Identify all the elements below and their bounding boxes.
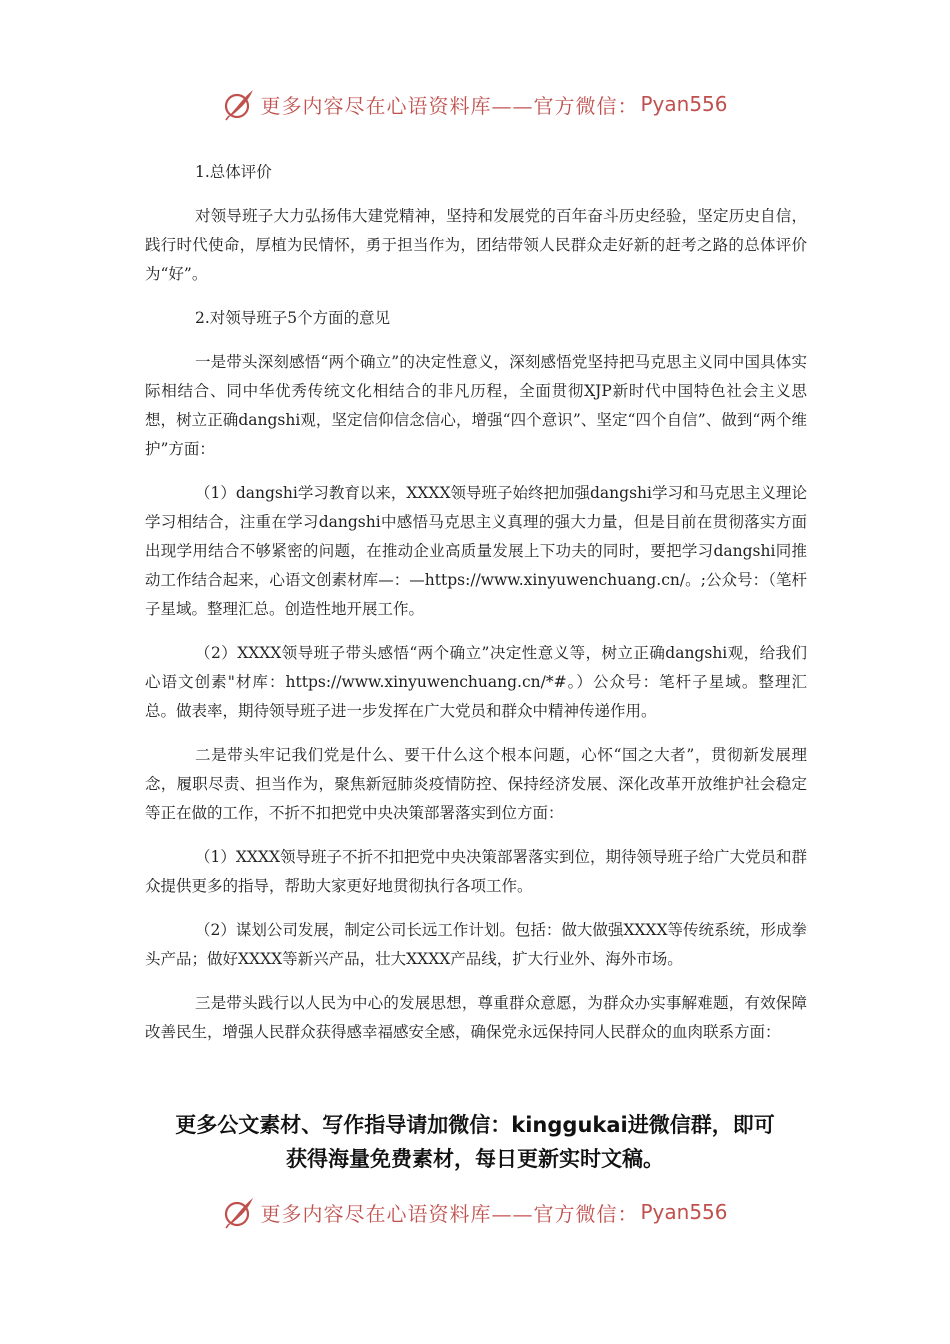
banner-wechat-id: Pyan556 (640, 92, 728, 116)
quill-pen-logo-icon (222, 87, 256, 121)
paragraph-point-one-item-1: （1）dangshi学习教育以来，XXXX领导班子始终把加强dangshi学习和马克思主义理论学习相结合，注重在学习dangshi中感悟马克思主义真理的强大力量，但是目前在贯彻落实方面出现学用结合不够紧密的问题，在推动企业高质量发展上下功夫的同时，要把学习dangshi同推动工作结合起来，心语文创素材库—：—https://www.xinyuwenchuang.cn/。;公众号：（笔杆子星域。整理汇总。创造性地开展工作。 (145, 484, 807, 618)
header-banner (0, 84, 950, 124)
section-heading-opinions: 2.对领导班子5个方面的意见 (195, 309, 391, 327)
paragraph-point-one-item-2: （2）XXXX领导班子带头感悟“两个确立”决定性意义等，树立正确dangshi观，给我们心语文创素"材库：https://www.xinyuwenchuang.cn/*#。）公众号：笔杆子星域。整理汇总。做表率，期待领导班子进一步发挥在广大党员和群众中精神传递作用。 (145, 644, 807, 720)
paragraph-point-three: 三是带头践行以人民为中心的发展思想，尊重群众意愿，为群众办实事解难题，有效保障改善民生，增强人民群众获得感幸福感安全感，确保党永远保持同人民群众的血肉联系方面： (145, 994, 807, 1041)
paragraph-overall-evaluation: 对领导班子大力弘扬伟大建党精神，坚持和发展党的百年奋斗历史经验，坚定历史自信，践行时代使命，厚植为民情怀，勇于担当作为，团结带领人民群众走好新的赶考之路的总体评价为“好”。 (145, 207, 807, 283)
paragraph-point-two-item-1: （1）XXXX领导班子不折不扣把党中央决策部署落实到位，期待领导班子给广大党员和群众提供更多的指导，帮助大家更好地贯彻执行各项工作。 (145, 848, 808, 895)
quill-pen-logo-icon (222, 1195, 256, 1229)
banner-text: 更多内容尽在心语资料库——官方微信： (260, 93, 639, 118)
promo-line-1: 更多公文素材、写作指导请加微信：kinggukai进微信群，即可 (175, 1113, 775, 1137)
footer-banner (0, 1192, 950, 1232)
banner-text: 更多内容尽在心语资料库——官方微信： (260, 1201, 639, 1226)
promo-block (0, 1108, 950, 1176)
banner-wechat-id: Pyan556 (640, 1200, 728, 1224)
paragraph-point-one: 一是带头深刻感悟“两个确立”的决定性意义，深刻感悟党坚持把马克思主义同中国具体实际相结合、同中华优秀传统文化相结合的非凡历程，全面贯彻XJP新时代中国特色社会主义思想，树立正确dangshi观，坚定信仰信念信心，增强“四个意识”、坚定“四个自信”、做到“两个维护”方面： (145, 353, 807, 458)
paragraph-point-two: 二是带头牢记我们党是什么、要干什么这个根本问题，心怀“国之大者”，贯彻新发展理念，履职尽责、担当作为，聚焦新冠肺炎疫情防控、保持经济发展、深化改革开放维护社会稳定等正在做的工作，不折不扣把党中央决策部署落实到位方面： (145, 746, 807, 822)
paragraph-point-two-item-2: （2）谋划公司发展，制定公司长远工作计划。包括：做大做强XXXX等传统系统，形成拳头产品；做好XXXX等新兴产品，壮大XXXX产品线，扩大行业外、海外市场。 (145, 921, 808, 968)
section-heading-overall: 1.总体评价 (195, 163, 272, 181)
promo-line-2: 获得海量免费素材，每日更新实时文稿。 (286, 1147, 664, 1171)
document-body (145, 158, 807, 1062)
